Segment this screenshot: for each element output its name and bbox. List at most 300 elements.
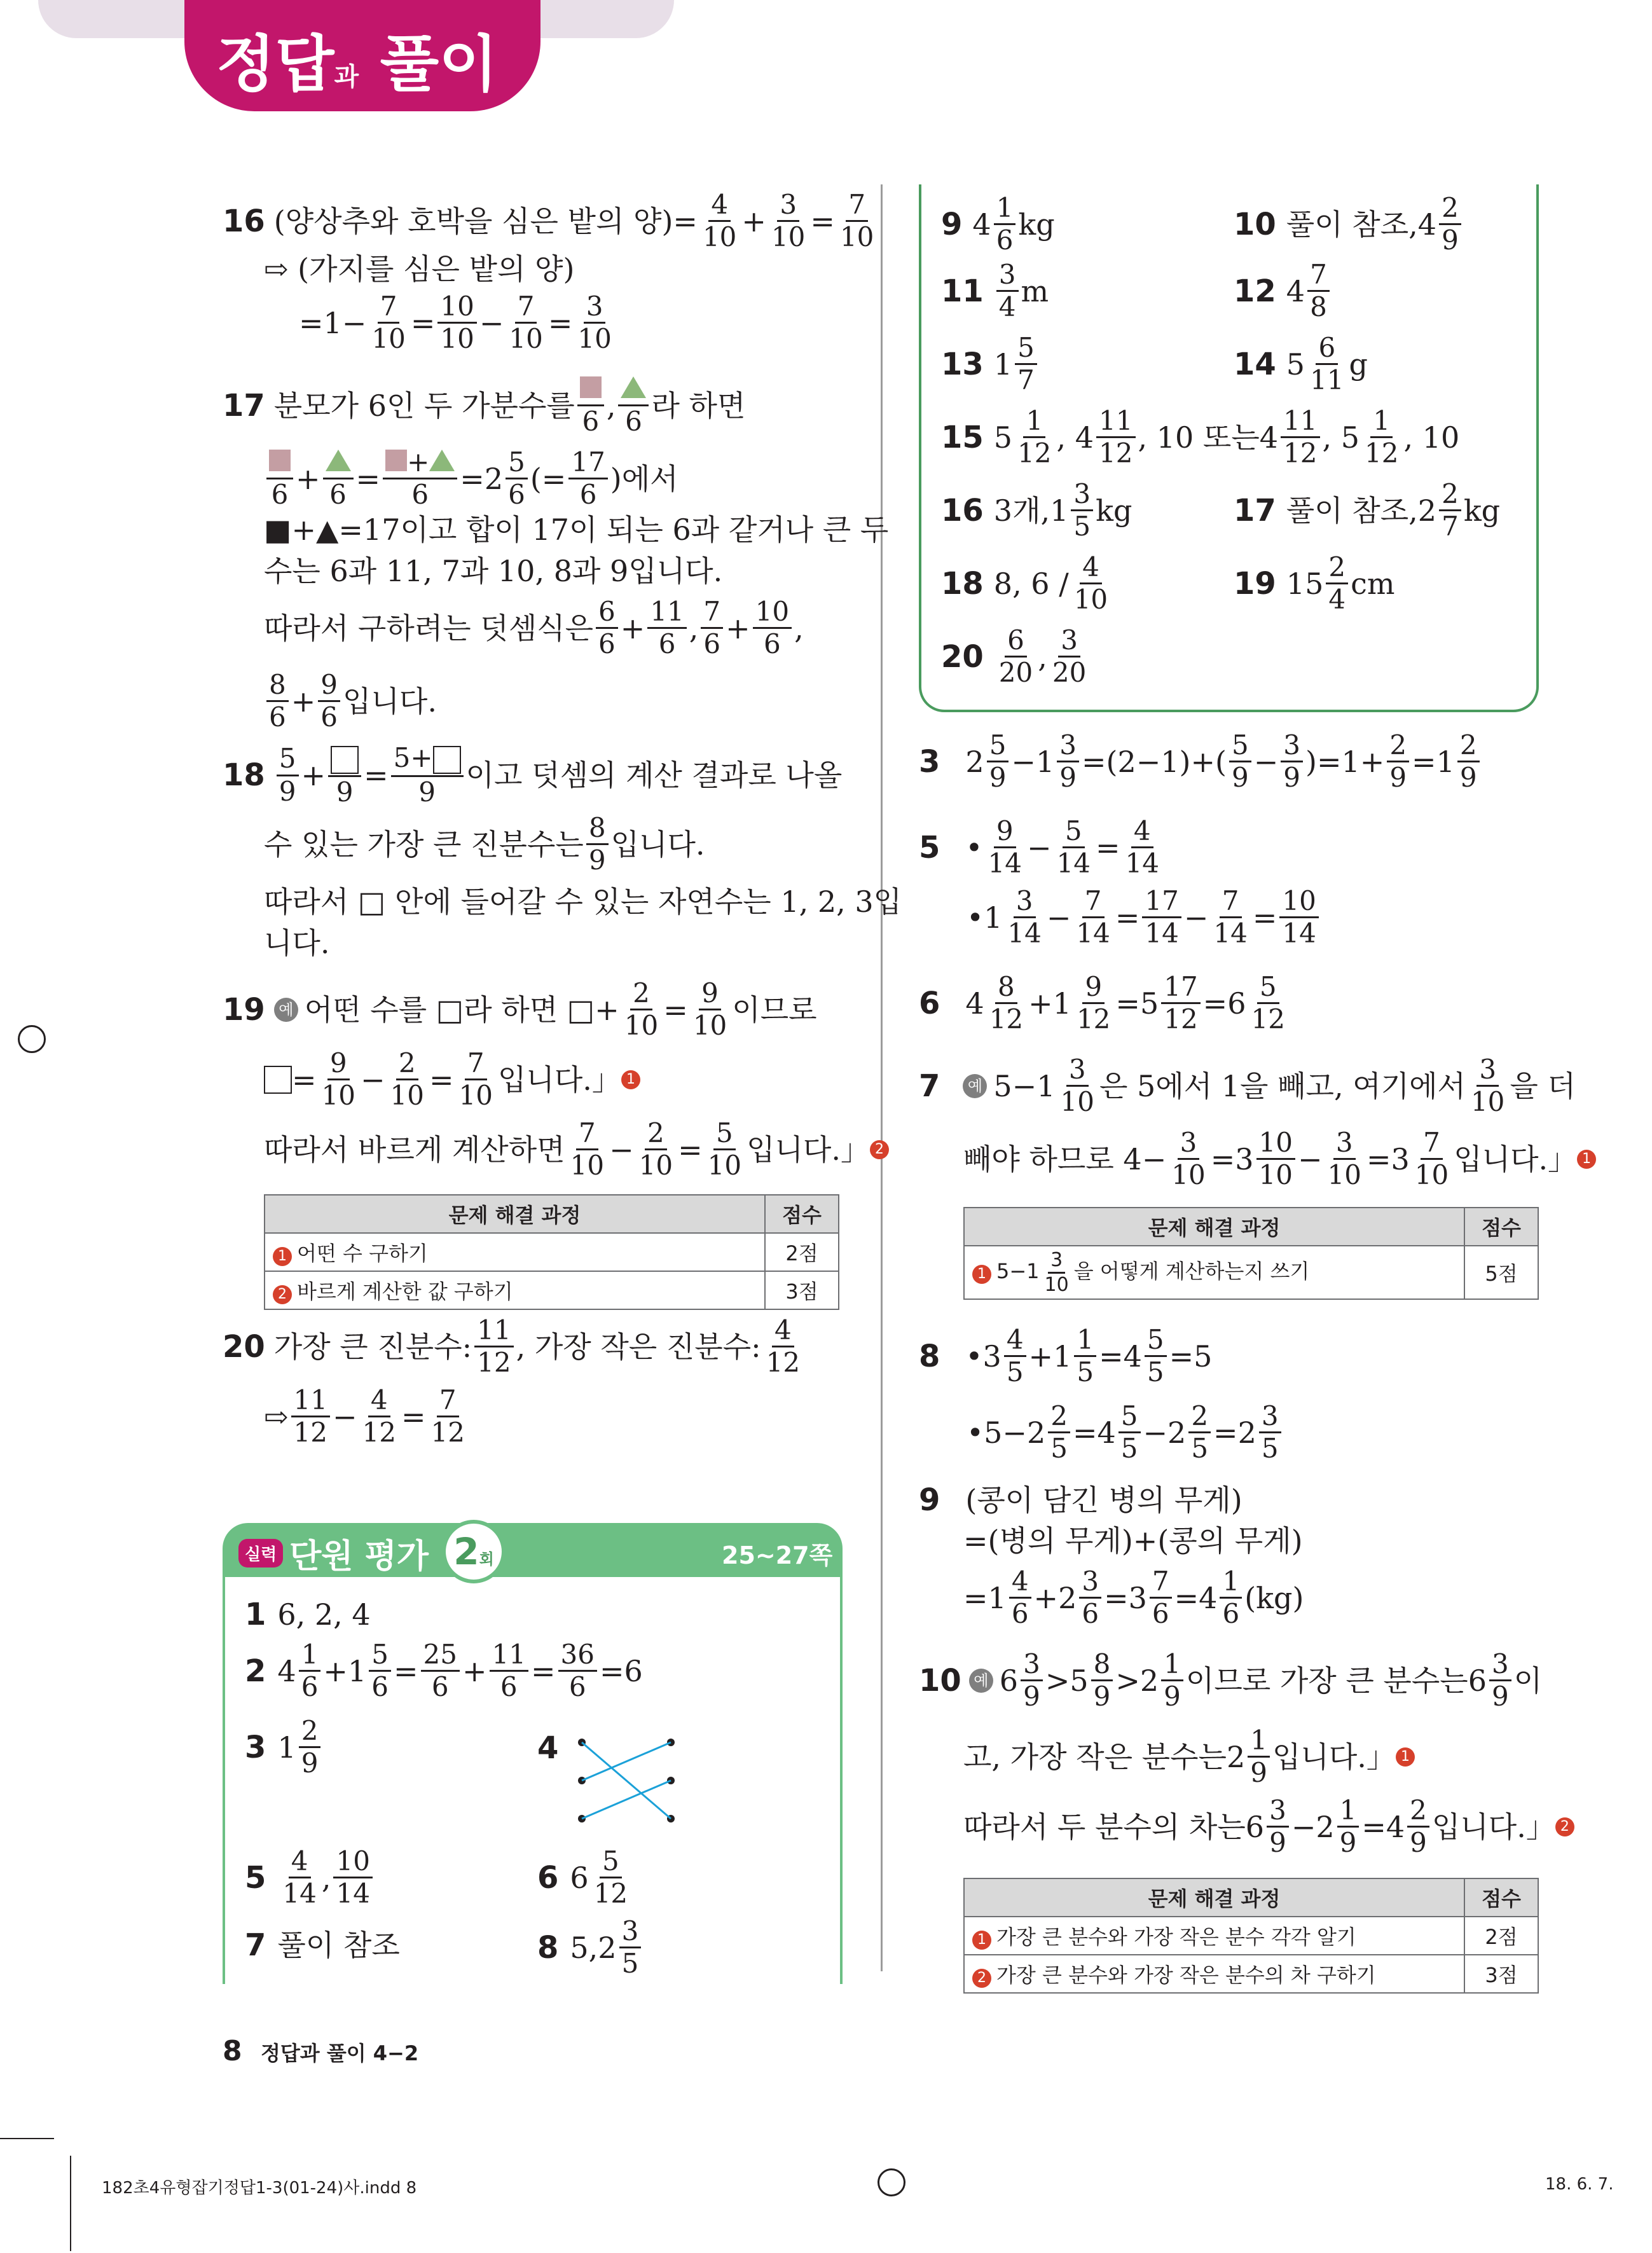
blank-box xyxy=(433,746,461,774)
q7-text-b: 은 5에서 1을 빼고, 여기에서 xyxy=(1099,1068,1466,1103)
q17-conclusion: 따라서 구하려는 덧셈식은 xyxy=(264,610,594,645)
q17-line1: 17 분모가 6인 두 가분수를 6 , 6 라 하면 xyxy=(223,375,745,436)
fraction: $\frac{7}{10}$ xyxy=(839,189,874,253)
fraction: $\frac{7}{8}$ xyxy=(1307,261,1330,321)
item-number: 3 xyxy=(245,1729,266,1765)
q18-text-2a: 수 있는 가장 큰 진분수는 xyxy=(264,827,584,862)
table-score: 2점 xyxy=(765,1233,839,1271)
q20-line2: ⇨ $\frac{11}{12}$ − $\frac{4}{12}$ = $\frac{7}{12}$ xyxy=(264,1386,470,1447)
table-step: 을 어떻게 계산하는지 쓰기 xyxy=(1073,1259,1310,1283)
fraction: $\frac{7}{10}$ xyxy=(458,1047,493,1112)
r-q6: 6 4 $\frac{8}{12}$ +1 $\frac{9}{12}$ =5 $\frac{17}{12}$ =6 $\frac{5}{12}$ xyxy=(919,973,1290,1033)
item-number: 15 xyxy=(941,419,984,455)
fraction: $\frac{3}{10}$ xyxy=(1060,1054,1094,1118)
table-row xyxy=(964,1917,1538,1955)
unit-test-badge: 실력 xyxy=(238,1539,283,1567)
fraction: $\frac{1}{12}$ xyxy=(1017,405,1052,469)
q7-text-c: 을 더 xyxy=(1510,1068,1576,1103)
triangle-shape xyxy=(621,376,646,398)
blank-box xyxy=(264,1066,292,1094)
footer-label: 정답과 풀이 4−2 xyxy=(260,2041,419,2065)
fraction: $\frac{1}{6}$ xyxy=(994,194,1016,254)
ab-item-9: 9 4 $\frac{1}{6}$ kg xyxy=(941,192,1055,256)
item-number: 10 xyxy=(1234,206,1276,242)
q18-text-3: 따라서 □ 안에 들어갈 수 있는 자연수는 1, 2, 3입 xyxy=(264,885,902,919)
fraction: $\frac{10}{10}$ xyxy=(1256,1129,1295,1189)
unit-test-panel xyxy=(223,1577,843,1984)
fraction: $\frac{5}{7}$ xyxy=(1015,334,1037,394)
fraction: $\frac{1}{5}$ xyxy=(1074,1326,1096,1386)
title-part-1: 정답 xyxy=(216,29,334,100)
unit: kg xyxy=(1018,207,1055,242)
r-q10-line1: 10 예 6 $\frac{3}{9}$ >5 $\frac{8}{9}$ >2 $\frac{1}{9}$ 이므로 가장 큰 분수는 6 $\frac{3}{9}$ 이 xyxy=(919,1648,1543,1712)
q16-line3: =1− $\frac{7}{10}$ = $\frac{10}{10}$ − $\frac{7}{10}$ = $\frac{3}{10}$ xyxy=(299,293,617,353)
item-number: 1 xyxy=(245,1597,266,1632)
unit: kg xyxy=(1096,493,1132,528)
item-answer: 8, 6 / xyxy=(993,566,1069,601)
q7-score-table xyxy=(963,1207,1539,1300)
unit: g xyxy=(1349,347,1368,382)
unit: kg xyxy=(1463,493,1501,528)
r-q3: 3 2 $\frac{5}{9}$ −1 $\frac{3}{9}$ =(2−1)+( $\frac{5}{9}$ − $\frac{3}{9}$ )=1+ $\frac{2}{9}$ =1 $\frac{2}{9}$ xyxy=(919,731,1482,792)
q19-line1: 19 예 어떤 수를 □라 하면 □+ $\frac{2}{10}$ = $\frac{9}{10}$ 이므로 xyxy=(223,977,817,1042)
fraction: $\frac{4}{12}$ xyxy=(362,1384,396,1449)
r-q8-a: 8 •3 $\frac{4}{5}$ +1 $\frac{1}{5}$ =4 $\frac{5}{5}$ =5 xyxy=(919,1324,1213,1388)
fraction: $\frac{3}{9}$ xyxy=(1057,731,1079,792)
fraction: $\frac{4}{5}$ xyxy=(1004,1326,1026,1386)
fraction: $\frac{3}{10}$ xyxy=(1470,1054,1505,1118)
table-step: 가장 큰 분수와 가장 작은 분수 각각 알기 xyxy=(996,1925,1356,1949)
page-title xyxy=(216,16,498,103)
fraction: $\frac{9}{12}$ xyxy=(1076,971,1111,1035)
fraction: $\frac{5}{6}$ xyxy=(369,1641,391,1701)
fraction: $\frac{2}{5}$ xyxy=(1048,1402,1070,1463)
q19-text-3a: 따라서 바르게 계산하면 xyxy=(264,1132,565,1167)
fraction: $\frac{2}{4}$ xyxy=(1326,553,1348,614)
q17-text: 분모가 6인 두 가분수를 xyxy=(273,388,575,423)
q18-number: 18 xyxy=(223,757,265,794)
ab-item-19: 19 15 $\frac{2}{4}$ cm xyxy=(1234,551,1395,616)
fraction: $\frac{10}{14}$ xyxy=(1279,887,1318,947)
fraction: $\frac{5}{9}$ xyxy=(987,731,1009,792)
print-date: 18. 6. 7. xyxy=(1545,2175,1614,2194)
fraction: $\frac{3}{5}$ xyxy=(1259,1402,1281,1463)
fraction: $\frac{2}{9}$ xyxy=(1407,1796,1429,1857)
table-step: 어떤 수 구하기 xyxy=(297,1241,428,1265)
r-q5-a: 5 • $\frac{9}{14}$ − $\frac{5}{14}$ = $\frac{4}{14}$ xyxy=(919,817,1164,878)
item-answer: , 10 또는 xyxy=(1138,420,1260,455)
q19-text-b: 이므로 xyxy=(732,992,817,1027)
q9-text-1: (콩이 담긴 병의 무게) xyxy=(965,1483,1242,1517)
fraction: $\frac{5+}{9}$ xyxy=(391,744,464,806)
step-1-marker: 1 xyxy=(1396,1747,1415,1767)
q19-text-3b: 입니다.」 xyxy=(747,1132,870,1167)
fraction: $\frac{1}{9}$ xyxy=(1248,1726,1270,1787)
fraction: $\frac{11}{12}$ xyxy=(1096,407,1135,467)
blank-box xyxy=(331,746,359,774)
item-answer: 풀이 참조, xyxy=(1286,207,1418,242)
q18-text-2b: 입니다. xyxy=(610,827,705,862)
step-1-marker: 1 xyxy=(273,1247,292,1266)
q17-end: 입니다. xyxy=(343,684,437,719)
fraction: $\frac{17}{14}$ xyxy=(1142,887,1181,947)
fraction: 6 xyxy=(618,375,649,436)
q7-text-2b: 입니다.」 xyxy=(1454,1141,1578,1176)
title-part-2: 풀이 xyxy=(380,29,499,100)
q20-line1 xyxy=(223,1316,805,1377)
q5-number: 5 xyxy=(919,829,940,865)
table-header-score: 점수 xyxy=(1464,1878,1538,1917)
q10-score-table xyxy=(963,1878,1539,1994)
fraction: $\frac{4}{12}$ xyxy=(766,1314,801,1379)
q6-number: 6 xyxy=(919,985,940,1021)
fraction: $\frac{5}{5}$ xyxy=(1119,1402,1141,1463)
q20-text-a: 가장 큰 진분수: xyxy=(273,1329,472,1364)
step-1-marker: 1 xyxy=(972,1931,991,1950)
fraction: $\frac{25}{6}$ xyxy=(421,1641,460,1701)
fraction: $\frac{3}{5}$ xyxy=(1071,480,1093,541)
item-number: 5 xyxy=(245,1859,266,1896)
fraction: $\frac{5}{5}$ xyxy=(1145,1326,1167,1386)
ut-item-1 xyxy=(245,1599,371,1630)
ab-item-12: 12 4 $\frac{7}{8}$ xyxy=(1234,261,1332,321)
example-badge: 예 xyxy=(969,1669,993,1693)
fraction: $\frac{11}{12}$ xyxy=(1281,407,1319,467)
fraction: $\frac{3}{10}$ xyxy=(771,189,806,253)
q9-number: 9 xyxy=(919,1482,940,1518)
r-q7-line2: 빼야 하므로 4− $\frac{3}{10}$ =3 $\frac{10}{10}$ − $\frac{3}{10}$ =3 $\frac{7}{10}$ 입니다.」 1 xyxy=(963,1129,1601,1189)
example-badge: 예 xyxy=(963,1074,987,1098)
q10-text-2b: 입니다.」 xyxy=(1272,1739,1396,1774)
q20-number: 20 xyxy=(223,1328,265,1365)
ab-item-17: 17 풀이 참조, 2 $\frac{2}{7}$ kg xyxy=(1234,478,1501,542)
fraction: $\frac{5}{12}$ xyxy=(593,1845,628,1910)
round-badge xyxy=(442,1520,506,1583)
item-number: 12 xyxy=(1234,273,1276,309)
fraction: $\frac{9}{14}$ xyxy=(988,815,1022,879)
fraction: $\frac{10}{14}$ xyxy=(333,1847,372,1908)
step-2-marker: 2 xyxy=(972,1969,991,1988)
q16-line1: 16 (양상추와 호박을 심은 밭의 양)= $\frac{4}{10}$ + $\frac{3}{10}$ = $\frac{7}{10}$ xyxy=(223,191,879,251)
fraction: $\frac{3}{10}$ xyxy=(1171,1127,1206,1191)
ut-item-2: 2 4 $\frac{1}{6}$ +1 $\frac{5}{6}$ = $\frac{25}{6}$ + $\frac{11}{6}$ = $\frac{36}{6}$ =6 xyxy=(245,1639,643,1703)
q19-text-2b: 입니다.」 xyxy=(498,1062,621,1097)
ab-item-10: 10 풀이 참조, 4 $\frac{2}{9}$ xyxy=(1234,194,1464,254)
item-number: 16 xyxy=(941,492,984,528)
unit: cm xyxy=(1351,566,1395,601)
fraction: $\frac{2}{9}$ xyxy=(1439,194,1461,254)
fraction: $\frac{11}{12}$ xyxy=(474,1316,513,1377)
fraction: $\frac{4}{14}$ xyxy=(1125,815,1159,879)
table-header-process: 문제 해결 과정 xyxy=(964,1878,1464,1917)
ut-item-3: 3 1 $\frac{2}{9}$ xyxy=(245,1717,323,1777)
fraction: $\frac{3}{9}$ xyxy=(1267,1796,1289,1857)
table-step: 가장 큰 분수와 가장 작은 분수의 차 구하기 xyxy=(996,1963,1376,1987)
item-number: 2 xyxy=(245,1653,266,1689)
fraction: $\frac{17}{6}$ xyxy=(568,448,607,509)
q10-text-3b: 입니다.」 xyxy=(1431,1809,1555,1844)
fraction: $\frac{5}{6}$ xyxy=(506,448,528,509)
step-1-marker: 1 xyxy=(1577,1150,1596,1169)
q7-number: 7 xyxy=(919,1068,940,1104)
fraction: $\frac{8}{6}$ xyxy=(266,671,289,731)
fraction: $\frac{7}{10}$ xyxy=(371,291,406,355)
item-number: 20 xyxy=(941,638,984,675)
q17-line3 xyxy=(264,513,889,547)
fraction: $\frac{3}{9}$ xyxy=(1281,731,1303,792)
table-row xyxy=(265,1233,839,1271)
fraction: $\frac{4}{6}$ xyxy=(1009,1567,1031,1628)
fraction: $\frac{7}{12}$ xyxy=(430,1384,465,1449)
file-info: 182초4유형잡기정답1-3(01-24)사.indd 8 xyxy=(102,2179,417,2198)
item-number: 18 xyxy=(941,565,984,602)
page-footer xyxy=(223,2035,418,2067)
item-tail: , 10 xyxy=(1403,420,1460,455)
table-row: 1 5−1 $\frac{3}{10}$ 을 어떻게 계산하는지 쓰기 5점 xyxy=(964,1246,1538,1299)
q18-line3 xyxy=(264,885,902,919)
fraction: $\frac{7}{6}$ xyxy=(1150,1567,1172,1628)
fraction: $\frac{11}{6}$ xyxy=(647,598,686,658)
fraction: 6 xyxy=(577,375,604,436)
fraction: $\frac{2}{7}$ xyxy=(1439,480,1461,541)
square-shape xyxy=(580,376,602,398)
q19-line2: = $\frac{9}{10}$ − $\frac{2}{10}$ = $\frac{7}{10}$ 입니다.」 1 xyxy=(264,1049,645,1110)
step-2-marker: 2 xyxy=(273,1285,292,1304)
fraction: $\frac{2}{9}$ xyxy=(299,1717,321,1777)
triangle-shape xyxy=(326,450,351,471)
fraction: $\frac{7}{10}$ xyxy=(1414,1127,1449,1191)
fraction: $\frac{5}{12}$ xyxy=(1251,971,1285,1035)
fraction: $\frac{6}{11}$ xyxy=(1310,332,1344,396)
table-score: 2점 xyxy=(1464,1917,1538,1955)
registration-mark-icon xyxy=(18,1025,46,1053)
r-q10-line3: 따라서 두 분수의 차는 6 $\frac{3}{9}$ −2 $\frac{1}{9}$ =4 $\frac{2}{9}$ 입니다.」 2 xyxy=(963,1796,1580,1857)
fraction: $\frac{6}{6}$ xyxy=(596,598,618,658)
fraction: $\frac{3}{14}$ xyxy=(1007,885,1042,949)
fraction: $\frac{3}{9}$ xyxy=(1021,1650,1043,1711)
table-row xyxy=(964,1955,1538,1993)
fraction: $\frac{2}{5}$ xyxy=(1188,1402,1211,1463)
r-q9-line3: =1 $\frac{4}{6}$ +2 $\frac{3}{6}$ =3 $\frac{7}{6}$ =4 $\frac{1}{6}$ (kg) xyxy=(963,1566,1304,1630)
fraction: $\frac{9}{6}$ xyxy=(318,671,340,731)
q10-text-b: 이므로 가장 큰 분수는 xyxy=(1185,1663,1468,1698)
fraction: $\frac{2}{10}$ xyxy=(390,1047,424,1112)
item-answer: 6, 2, 4 xyxy=(277,1597,371,1632)
q16-subheading: ⇨ (가지를 심은 밭의 양) xyxy=(264,252,575,286)
r-q7-line1: 7 예 5−1 $\frac{3}{10}$ 은 5에서 1을 빼고, 여기에서 $\frac{3}{10}$ 을 더 xyxy=(919,1054,1576,1118)
fraction: $\frac{7}{14}$ xyxy=(1076,885,1110,949)
fraction: $\frac{11}{6}$ xyxy=(490,1641,528,1701)
item-answer: 풀이 참조, xyxy=(1286,493,1418,528)
table-header-score: 점수 xyxy=(765,1195,839,1233)
fraction: $\frac{3}{20}$ xyxy=(1052,624,1087,689)
fraction: $\frac{4}{14}$ xyxy=(282,1845,317,1910)
fraction: $\frac{1}{6}$ xyxy=(299,1641,321,1701)
fraction: $\frac{7}{14}$ xyxy=(1213,885,1248,949)
r-q9-line2 xyxy=(963,1524,1303,1558)
triangle-shape xyxy=(429,450,455,471)
q18-text-4: 니다. xyxy=(264,926,330,960)
q18-line4 xyxy=(264,928,330,958)
step-1-marker: 1 xyxy=(621,1070,640,1089)
example-badge: 예 xyxy=(274,998,298,1022)
table-step: 바르게 계산한 값 구하기 xyxy=(297,1279,513,1304)
q10-text-2a: 고, 가장 작은 분수는 xyxy=(963,1739,1227,1774)
r-q9-line1 xyxy=(919,1482,1242,1518)
table-header-process: 문제 해결 과정 xyxy=(964,1208,1464,1246)
fraction: 9 xyxy=(328,744,361,806)
step-2-marker: 2 xyxy=(870,1140,889,1159)
r-q8-b: •5−2 $\frac{2}{5}$ =4 $\frac{5}{5}$ −2 $\frac{2}{5}$ =2 $\frac{3}{5}$ xyxy=(967,1402,1284,1463)
fraction: $\frac{8}{9}$ xyxy=(586,814,609,874)
fraction: $\frac{8}{12}$ xyxy=(989,971,1024,1035)
fraction: $\frac{7}{10}$ xyxy=(509,291,543,355)
fraction: $\frac{7}{6}$ xyxy=(701,598,723,658)
fraction: $\frac{2}{10}$ xyxy=(624,977,659,1042)
unit-test-pages: 25~27쪽 xyxy=(722,1541,833,1569)
q17-line6: $\frac{8}{6}$ + $\frac{9}{6}$ 입니다. xyxy=(264,671,437,731)
item-number: 8 xyxy=(537,1929,559,1966)
fraction: $\frac{+}{6}$ xyxy=(383,448,457,509)
q8-number: 8 xyxy=(919,1338,940,1374)
q17-pairs-text: 수는 6과 11, 7과 10, 8과 9입니다. xyxy=(264,554,723,588)
fraction: $\frac{11}{12}$ xyxy=(291,1386,330,1447)
step-2-marker: 2 xyxy=(1555,1817,1574,1836)
q19-text-a: 어떤 수를 □라 하면 □+ xyxy=(304,992,619,1027)
item-number: 4 xyxy=(537,1730,559,1766)
q18-line2 xyxy=(264,814,705,874)
table-header-process: 문제 해결 과정 xyxy=(265,1195,765,1233)
square-shape xyxy=(385,450,407,471)
q7-text-2a: 빼야 하므로 4− xyxy=(963,1141,1167,1176)
q17-line5: 따라서 구하려는 덧셈식은 $\frac{6}{6}$ + $\frac{11}{6}$ , $\frac{7}{6}$ + $\frac{10}{6}$ , xyxy=(264,596,804,660)
round-number: 2 xyxy=(453,1530,479,1573)
fraction: 6 xyxy=(323,448,354,509)
q17-sum-text: ■+▲=17이고 합이 17이 되는 6과 같거나 큰 두 xyxy=(264,513,889,547)
q16-line2 xyxy=(264,254,574,284)
q18-text: 이고 덧셈의 계산 결과로 나올 xyxy=(465,758,843,793)
item-number: 11 xyxy=(941,273,984,309)
ut-item-6: 6 6 $\frac{5}{12}$ xyxy=(537,1847,633,1908)
fraction: $\frac{17}{12}$ xyxy=(1161,973,1200,1033)
registration-mark-icon xyxy=(878,2168,905,2196)
arrow-icon: ⇨ xyxy=(264,1399,289,1434)
ut-item-5: 5 $\frac{4}{14}$ , $\frac{10}{14}$ xyxy=(245,1847,375,1908)
fraction: $\frac{1}{6}$ xyxy=(1220,1567,1242,1628)
item-number: 19 xyxy=(1234,565,1276,602)
q16-number: 16 xyxy=(223,203,265,239)
square-shape xyxy=(269,450,291,471)
item-answer: 5, xyxy=(570,1930,598,1965)
item-number: 9 xyxy=(941,206,963,242)
item-number: 14 xyxy=(1234,346,1276,382)
q16-text: (양상추와 호박을 심은 밭의 양)= xyxy=(273,203,698,238)
item-number: 17 xyxy=(1234,492,1276,528)
q19-number: 19 xyxy=(223,991,265,1028)
fraction: $\frac{1}{12}$ xyxy=(1365,405,1399,469)
ab-item-11 xyxy=(941,261,1049,321)
ab-item-15: 15 5 $\frac{1}{12}$ , 4 $\frac{11}{12}$ , 10 또는 4 $\frac{11}{12}$ , 5 $\frac{1}{12}$ , 10 xyxy=(941,405,1460,469)
ab-item-14: 14 5 $\frac{6}{11}$ g xyxy=(1234,332,1368,396)
fraction: $\frac{9}{10}$ xyxy=(692,977,727,1042)
ab-item-13: 13 1 $\frac{5}{7}$ xyxy=(941,334,1040,394)
item-number: 7 xyxy=(245,1927,266,1963)
fraction: $\frac{3}{10}$ xyxy=(1044,1249,1069,1296)
table-score: 3점 xyxy=(765,1271,839,1309)
q20-text-b: , 가장 작은 진분수: xyxy=(516,1329,761,1364)
fraction: $\frac{3}{10}$ xyxy=(1327,1127,1361,1191)
fraction: 6 xyxy=(266,448,293,509)
ut-item-8: 8 5, 2 $\frac{3}{5}$ xyxy=(537,1917,644,1978)
matching-diagram xyxy=(572,1736,680,1825)
table-header-score: 점수 xyxy=(1464,1208,1538,1246)
item-answer: 풀이 참조 xyxy=(277,1928,400,1962)
item-number: 13 xyxy=(941,346,984,382)
fraction: $\frac{3}{10}$ xyxy=(577,291,612,355)
ut-item-4 xyxy=(537,1730,559,1766)
fraction: $\frac{3}{4}$ xyxy=(996,261,1019,321)
q19-line3: 따라서 바르게 계산하면 $\frac{7}{10}$ − $\frac{2}{10}$ = $\frac{5}{10}$ 입니다.」 2 xyxy=(264,1119,894,1180)
crop-mark xyxy=(0,2138,54,2139)
fraction: $\frac{3}{9}$ xyxy=(1489,1650,1511,1711)
q10-text-3a: 따라서 두 분수의 차는 xyxy=(963,1809,1246,1844)
fraction: $\frac{8}{9}$ xyxy=(1091,1650,1113,1711)
ab-item-16: 16 3개, 1 $\frac{3}{5}$ kg xyxy=(941,478,1132,542)
fraction: $\frac{4}{10}$ xyxy=(1073,551,1108,616)
fraction: $\frac{2}{9}$ xyxy=(1457,731,1480,792)
fraction: $\frac{4}{10}$ xyxy=(702,189,737,253)
fraction: $\frac{3}{6}$ xyxy=(1079,1567,1101,1628)
fraction: $\frac{6}{20}$ xyxy=(998,624,1033,689)
ab-item-20: 20 $\frac{6}{20}$ , $\frac{3}{20}$ xyxy=(941,626,1091,687)
item-answer: 3개, xyxy=(993,493,1050,528)
q19-score-table xyxy=(264,1194,839,1310)
table-row xyxy=(265,1271,839,1309)
fraction: $\frac{2}{10}$ xyxy=(638,1117,673,1182)
q18-line1: 18 $\frac{5}{9}$ + 9 = $\frac{5+}{9}$ 이고 덧셈의 계산 결과로 나올 xyxy=(223,742,843,808)
table-score: 5점 xyxy=(1464,1246,1538,1299)
fraction: $\frac{5}{10}$ xyxy=(707,1117,742,1182)
q9-text-2: =(병의 무게)+(콩의 무게) xyxy=(963,1524,1303,1558)
table-score: 3점 xyxy=(1464,1955,1538,1993)
fraction: $\frac{36}{6}$ xyxy=(558,1641,597,1701)
title-part-small: 과 xyxy=(334,62,359,92)
fraction: $\frac{10}{6}$ xyxy=(753,598,792,658)
q10-number: 10 xyxy=(919,1662,961,1698)
fraction: $\frac{7}{10}$ xyxy=(570,1117,605,1182)
column-divider xyxy=(881,184,883,1971)
q3-number: 3 xyxy=(919,743,940,780)
item-number: 6 xyxy=(537,1859,559,1896)
q17-line2: 6 + 6 = $\frac{+}{6}$ =2 $\frac{5}{6}$ (= $\frac{17}{6}$ )에서 xyxy=(264,448,678,509)
fraction: $\frac{2}{9}$ xyxy=(1387,731,1409,792)
fraction: $\frac{5}{9}$ xyxy=(277,745,299,805)
q17-text-b: 라 하면 xyxy=(651,388,746,423)
r-q10-line2: 고, 가장 작은 분수는 2 $\frac{1}{9}$ 입니다.」 1 xyxy=(963,1726,1420,1787)
fraction: $\frac{1}{9}$ xyxy=(1161,1650,1183,1711)
unit: m xyxy=(1021,273,1049,308)
fraction: $\frac{5}{9}$ xyxy=(1229,731,1251,792)
crop-mark xyxy=(70,2156,71,2251)
r-q5-b: •1 $\frac{3}{14}$ − $\frac{7}{14}$ = $\frac{17}{14}$ − $\frac{7}{14}$ = $\frac{10}{14}$ xyxy=(967,887,1321,947)
fraction: $\frac{9}{10}$ xyxy=(321,1047,355,1112)
step-1-marker: 1 xyxy=(972,1265,991,1284)
ut-item-7 xyxy=(245,1927,400,1963)
unit-test-title: 단원 평가 xyxy=(289,1538,429,1576)
q10-text-c: 이 xyxy=(1513,1663,1543,1698)
fraction: $\frac{5}{14}$ xyxy=(1056,815,1091,879)
ab-item-18 xyxy=(941,553,1113,614)
